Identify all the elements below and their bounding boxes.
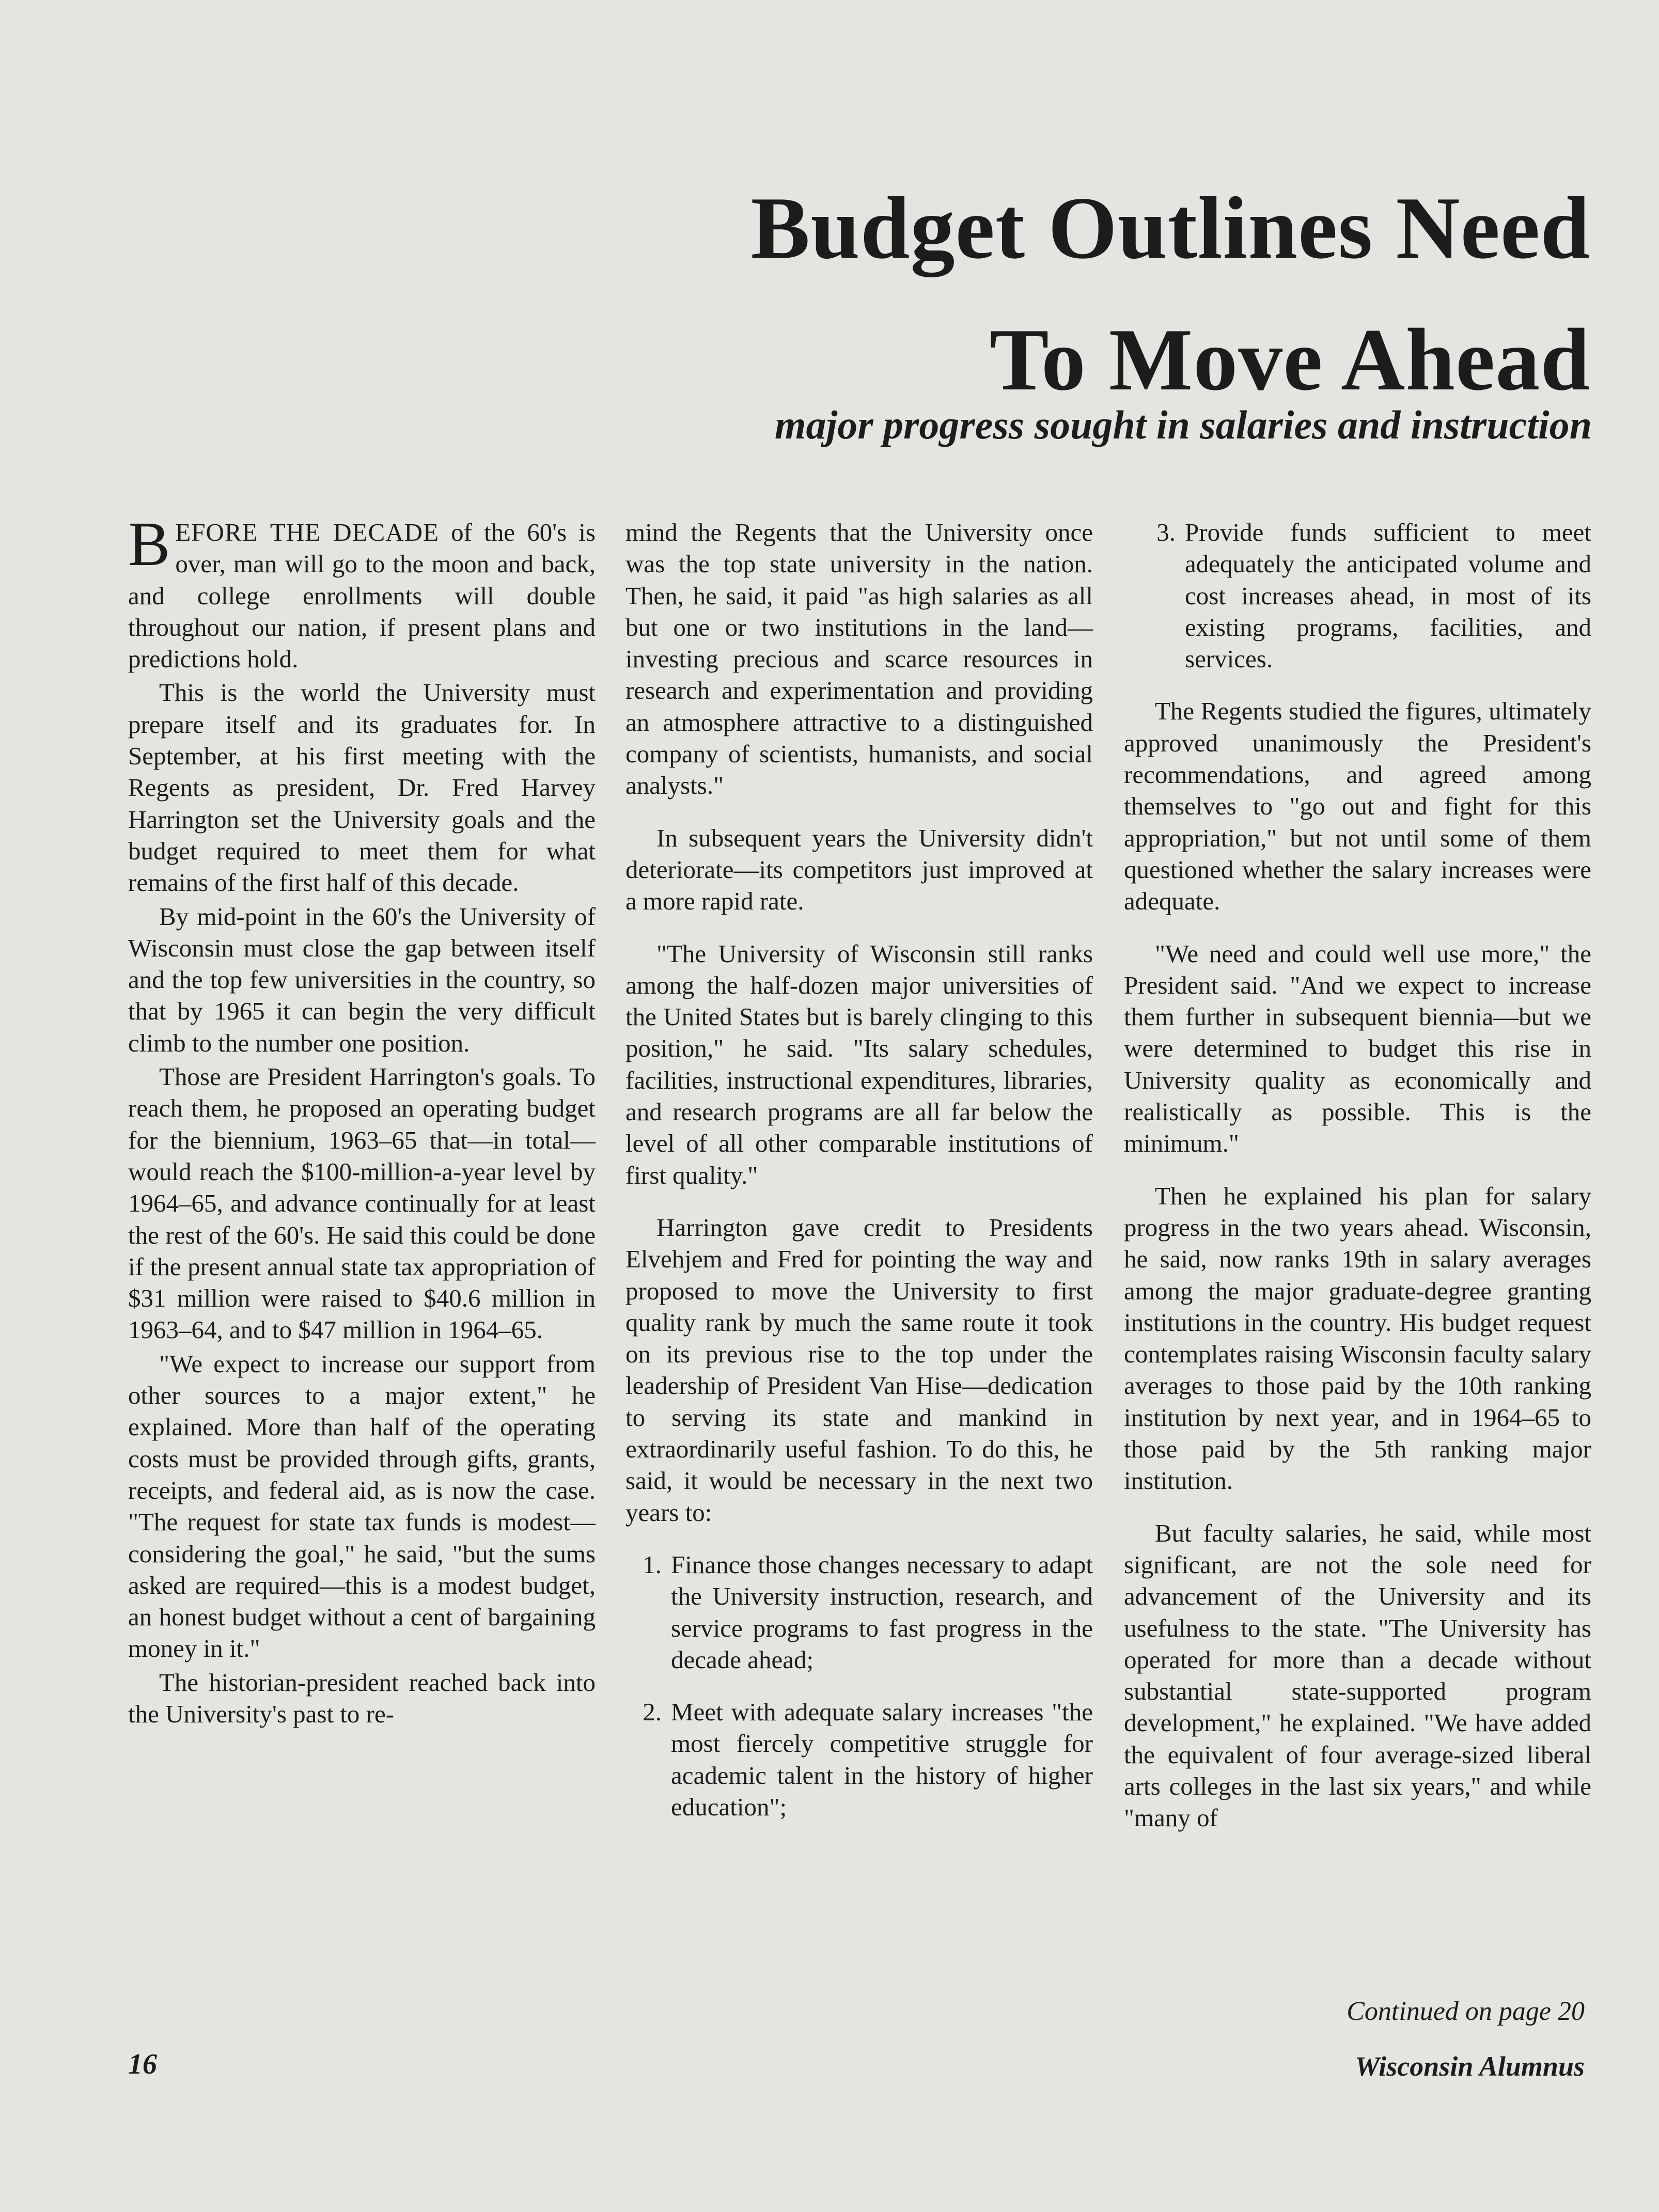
magazine-name: Wisconsin Alumnus xyxy=(1355,2051,1585,2082)
drop-cap: B xyxy=(128,509,170,579)
list-number: 3. xyxy=(1156,518,1176,546)
numbered-list xyxy=(1139,516,1591,674)
numbered-list xyxy=(625,1549,1093,1823)
list-text: Finance those changes necessary to adapt the University instruction, research, and service programs to fast progress in the decade ahead; xyxy=(671,1550,1093,1674)
paragraph: The Regents studied the figures, ultimately approved unanimously the President's recommendations, and agreed among themselves to "go out and fight for this appropriation," but not until some of them questioned whether the salary increases were adequate. xyxy=(1124,697,1591,916)
paragraph: mind the Regents that the University once was the top state university in the nation. Then, he said, it paid "as high salaries as all but one or two institutions in the land—investing precious and scarce resources in research and experimentation and providing an atmosphere attractive to a distinguished company of scientists, humanists, and social analysts." xyxy=(625,518,1093,800)
continued-note: Continued on page 20 xyxy=(1347,1997,1585,2026)
list-item xyxy=(625,1549,1093,1675)
article-subtitle: major progress sought in salaries and instruction xyxy=(774,402,1592,447)
paragraph: "We need and could well use more," the President said. "And we expect to increase them further in subsequent biennia—but we were determined to budget this rise in University quality as economically and realistically as possible. This is the minimum." xyxy=(1124,939,1591,1158)
opening-paragraph xyxy=(128,509,596,674)
title-line-2: To Move Ahead xyxy=(990,311,1590,409)
list-number: 1. xyxy=(643,1550,662,1579)
article-title xyxy=(751,163,1590,426)
page-number: 16 xyxy=(128,2048,157,2080)
list-text: Meet with adequate salary increases "the most fiercely competitive struggle for academic talent in the history of higher education"; xyxy=(671,1698,1093,1821)
title-line-1: Budget Outlines Need xyxy=(750,179,1590,277)
paragraph: Then he explained his plan for salary progress in the two years ahead. Wisconsin, he said, now ranks 19th in salary averages among the major graduate-degree granting institutions in the country. His budget request contemplates raising Wisconsin faculty salary averages to those paid by the 10th ranking institution by next year, and in 1964–65 to those paid by the 5th ranking major institution. xyxy=(1124,1181,1591,1495)
lead-in: EFORE THE DECADE xyxy=(175,518,439,546)
paragraph: "We expect to increase our support from other sources to a major extent," he explained. More than half of the operating costs must be provided through gifts, grants, receipts, and federal aid, as is now the case. "The request for state tax funds is modest—considering the goal," he said, "but the sums asked are required—this is a modest budget, an honest budget without a cent of bargaining money in it." xyxy=(128,1349,596,1663)
column-3 xyxy=(1124,516,1591,1834)
opening-text: of the 60's is over, man will go to the moon and back, and college enrollments will double throughout our nation, if present plans and predictions hold. xyxy=(128,518,596,673)
paragraph: Those are President Harrington's goals. To reach them, he proposed an operating budget for the biennium, 1963–65 that—in total—would reach the $100-million-a-year level by 1964–65, and advance continually for at least the rest of the 60's. He said this could be done if the present annual state tax appropriation of $31 million were raised to $40.6 million in 1963–64, and to $47 million in 1964–65. xyxy=(128,1062,596,1344)
paragraph: The historian-president reached back into the University's past to re- xyxy=(128,1668,596,1728)
column-1 xyxy=(128,509,596,1730)
paragraph: Harrington gave credit to Presidents Elvehjem and Fred for pointing the way and proposed to move the University to first quality rank by much the same route it took on its previous rise to the top under the leadership of President Van Hise—dedication to serving its state and mankind in extraordinarily useful fashion. To do this, he said, it would be necessary in the next two years to: xyxy=(625,1213,1093,1527)
paragraph: "The University of Wisconsin still ranks among the half-dozen major universities of the United States but is barely clinging to this position," he said. "Its salary schedules, facilities, instructional expenditures, libraries, and research programs are all far below the level of all other comparable institutions of first quality." xyxy=(625,939,1093,1189)
list-item xyxy=(625,1696,1093,1823)
paragraph: This is the world the University must prepare itself and its graduates for. In September, at his first meeting with the Regents as president, Dr. Fred Harvey Harrington set the University goals and the budget required to meet them for what remains of the first half of this decade. xyxy=(128,678,596,897)
column-2 xyxy=(625,516,1093,1823)
list-number: 2. xyxy=(643,1698,662,1727)
paragraph: In subsequent years the University didn't deteriorate—its competitors just improved at a more rapid rate. xyxy=(625,823,1093,916)
paragraph: But faculty salaries, he said, while most significant, are not the sole need for advancement of the University and its usefulness to the state. "The University has operated for more than a decade without substantial state-supported program development," he explained. "We have added the equivalent of four average-sized liberal arts colleges in the last six years," and while "many of xyxy=(1124,1518,1591,1832)
paragraph: By mid-point in the 60's the University of Wisconsin must close the gap between itself and the top few universities in the country, so that by 1965 it can begin the very difficult climb to the number one position. xyxy=(128,902,596,1057)
list-text: Provide funds sufficient to meet adequately the anticipated volume and cost increases ahead, in most of its existing programs, facilities, and services. xyxy=(1185,518,1591,673)
list-item xyxy=(1139,516,1591,674)
